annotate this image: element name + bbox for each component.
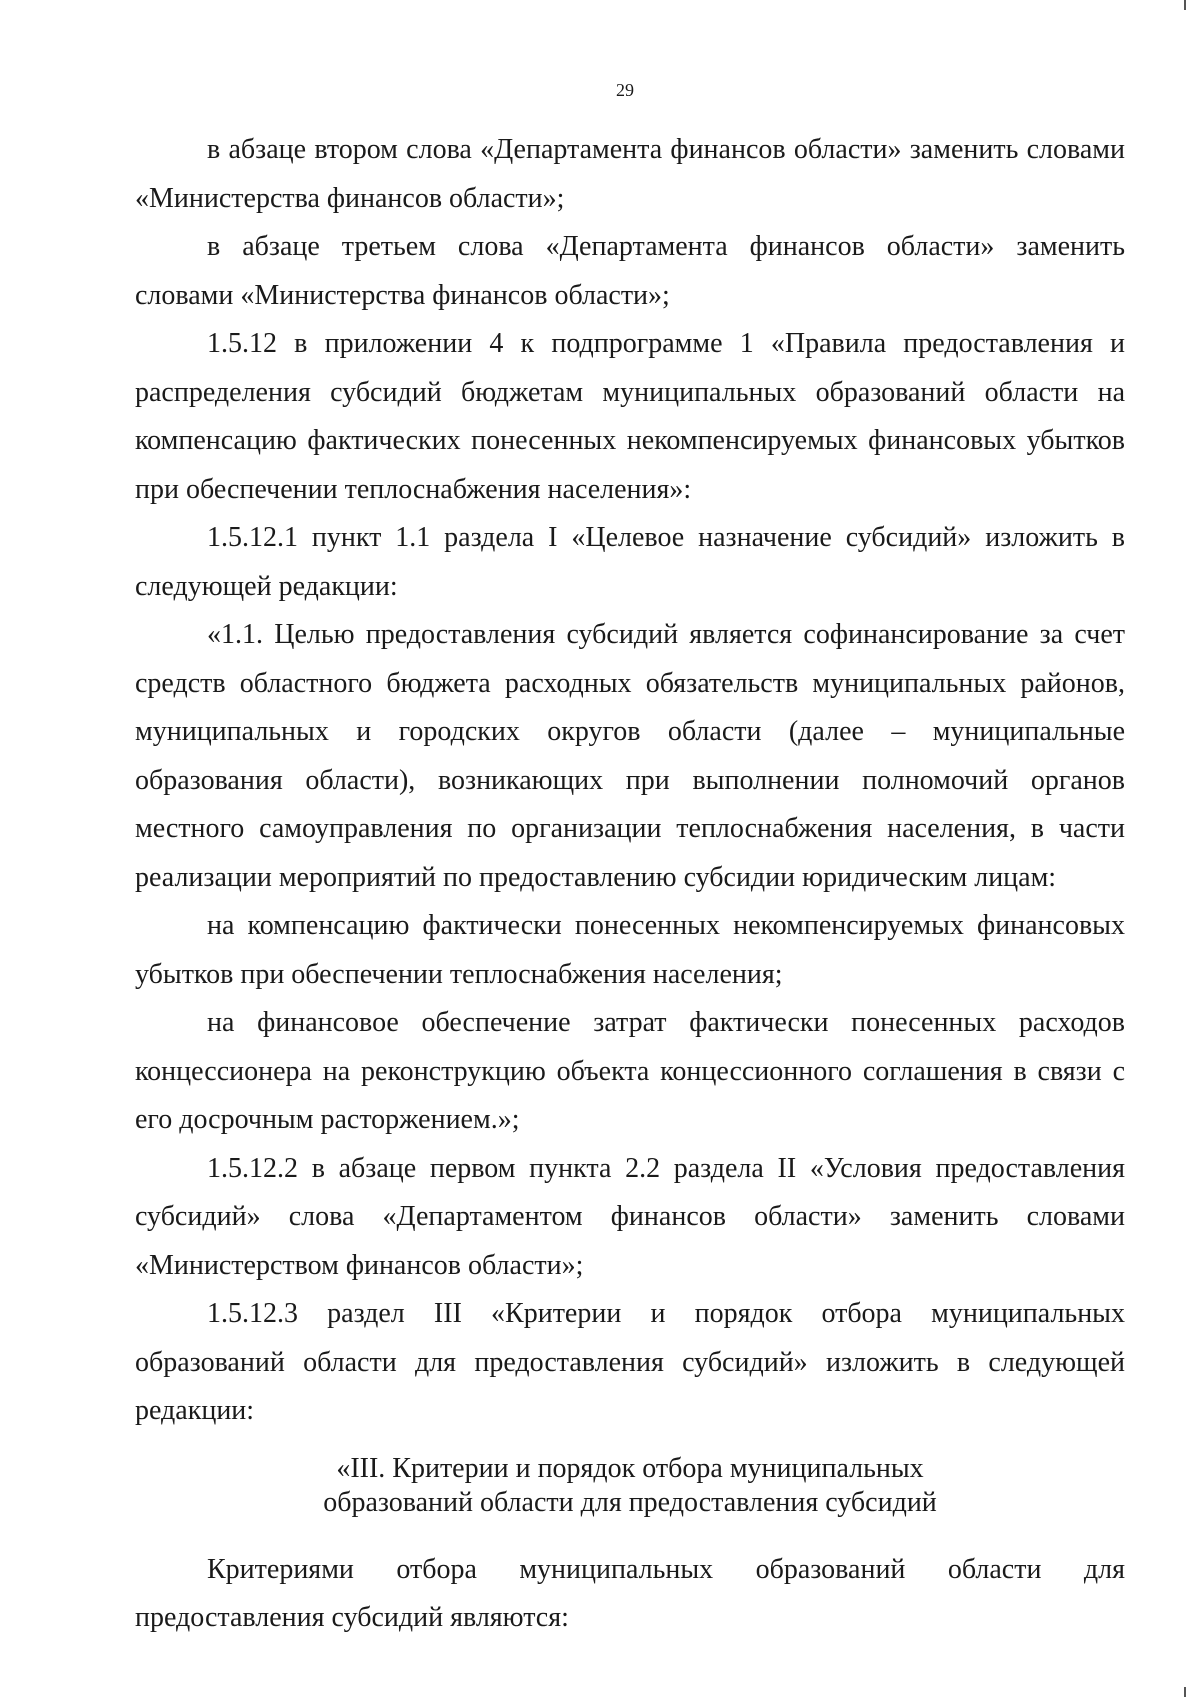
paragraph: Критериями отбора муниципальных образований области для предоставления субсидий являются: [135,1553,1125,1633]
section-heading-line: образований области для предоставления субсидий [323,1486,937,1518]
document-body [135,126,1125,1643]
paragraph: «1.1. Целью предоставления субсидий является софинансирование за счет средств областного бюджета расходных обязательств муниципальных районов, муниципальных и городских округов области (далее – муниципальные образования области), возникающих при выполнении полномочий органов местного самоуправления по организации теплоснабжения населения, в части реализации мероприятий по предоставлению субсидии юридическим лицам: [135,619,1125,893]
section-heading [135,1452,1125,1520]
paragraph: 1.5.12.1 пункт 1.1 раздела I «Целевое назначение субсидий» изложить в следующей редакции: [135,522,1125,602]
scan-edge-mark [1184,1687,1186,1697]
paragraph: на компенсацию фактически понесенных некомпенсируемых финансовых убытков при обеспечении теплоснабжения населения; [135,910,1125,990]
page-number: 29 [616,80,634,100]
paragraph: 1.5.12.3 раздел III «Критерии и порядок отбора муниципальных образований области для предоставления субсидий» изложить в следующей редакции: [135,1298,1125,1426]
scan-edge-mark [1184,0,1186,10]
paragraph: 1.5.12.2 в абзаце первом пункта 2.2 раздела II «Условия предоставления субсидий» слова «Департаментом финансов области» заменить словами «Министерством финансов области»; [135,1152,1125,1281]
paragraph: в абзаце третьем слова «Департамента финансов области» заменить словами «Министерства финансов области»; [135,231,1125,311]
paragraph: на финансовое обеспечение затрат фактически понесенных расходов концессионера на реконструкцию объекта концессионного соглашения в связи с его досрочным расторжением.»; [135,1007,1125,1135]
paragraph: 1.5.12 в приложении 4 к подпрограмме 1 «Правила предоставления и распределения субсидий бюджетам муниципальных образований области на компенсацию фактических понесенных некомпенсируемых финансовых убытков при обеспечении теплоснабжения населения»: [135,328,1125,505]
paragraph: в абзаце втором слова «Департамента финансов области» заменить словами «Министерства финансов области»; [135,134,1125,214]
section-heading-line: «III. Критерии и порядок отбора муниципальных [336,1452,924,1484]
